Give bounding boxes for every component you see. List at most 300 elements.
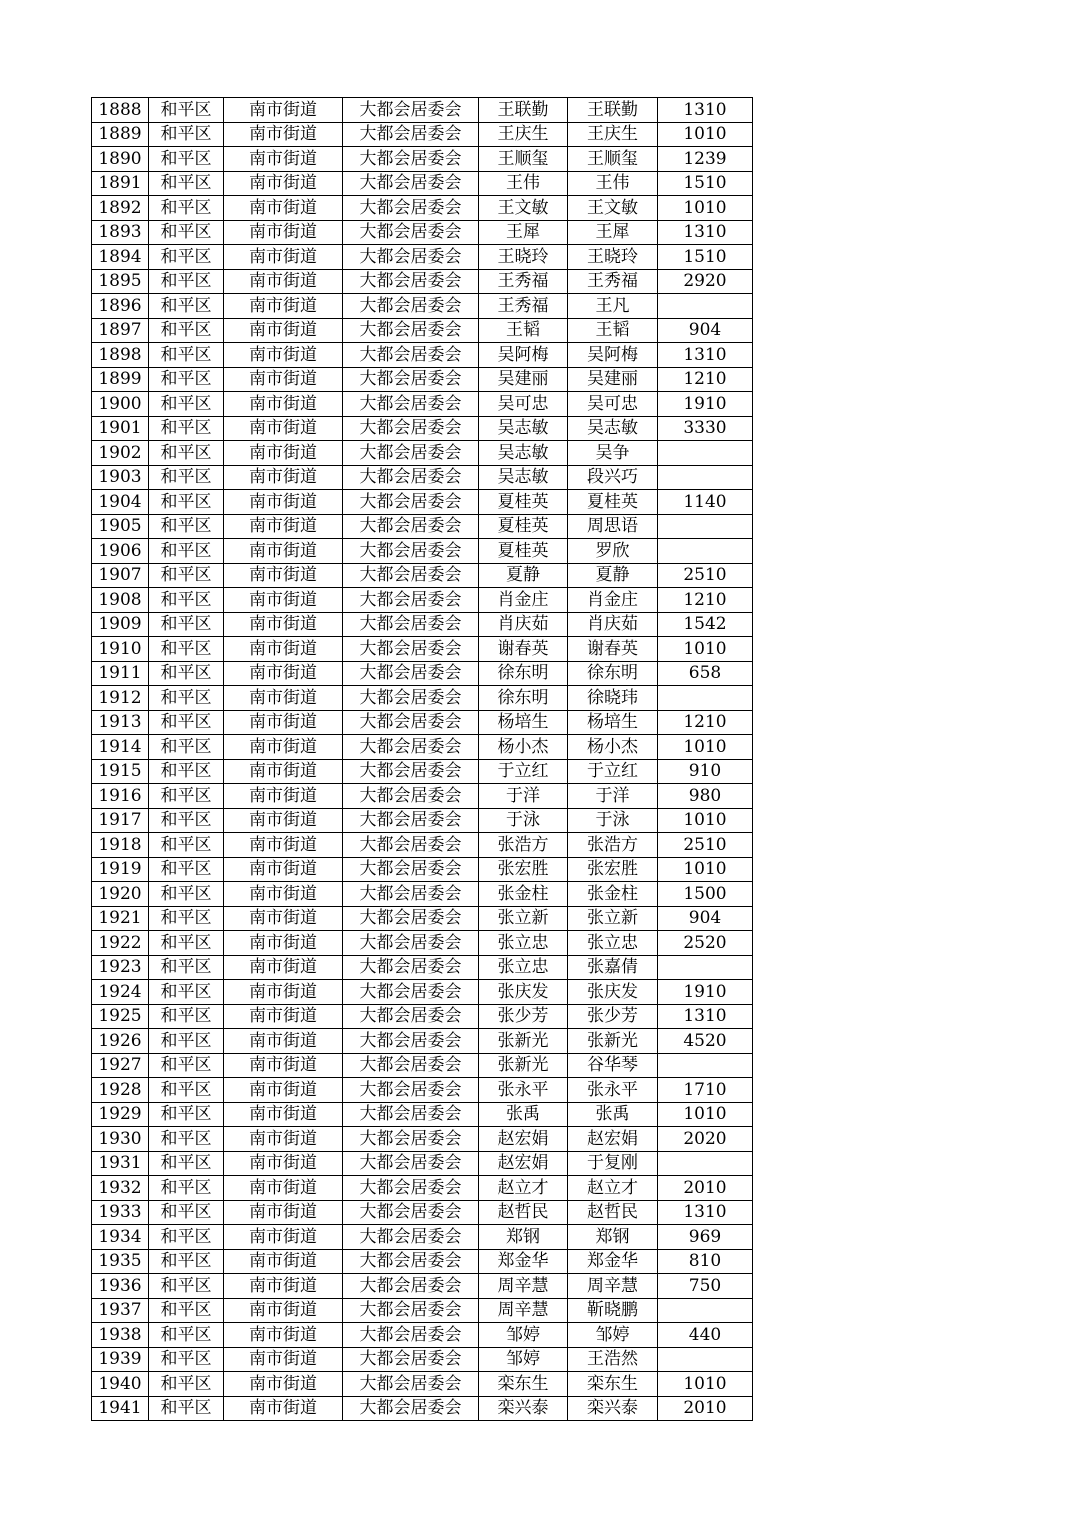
- household-head-cell: 邹婷: [479, 1347, 568, 1372]
- amount-cell: 3330: [658, 416, 753, 441]
- amount-cell: 1910: [658, 392, 753, 417]
- district-cell: 和平区: [149, 1176, 224, 1201]
- community-cell: 大都会居委会: [343, 1323, 479, 1348]
- street-cell: 南市街道: [224, 1078, 343, 1103]
- household-head-cell: 吴志敏: [479, 441, 568, 466]
- street-cell: 南市街道: [224, 441, 343, 466]
- household-head-cell: 周辛慧: [479, 1298, 568, 1323]
- amount-cell: 1010: [658, 122, 753, 147]
- amount-cell: 1010: [658, 1372, 753, 1397]
- street-cell: 南市街道: [224, 392, 343, 417]
- amount-cell: 1310: [658, 1004, 753, 1029]
- district-cell: 和平区: [149, 416, 224, 441]
- district-cell: 和平区: [149, 1078, 224, 1103]
- member-name-cell: 于洋: [568, 784, 658, 809]
- member-name-cell: 栾东生: [568, 1372, 658, 1397]
- district-cell: 和平区: [149, 1225, 224, 1250]
- table-row: [92, 955, 753, 980]
- member-name-cell: 于泳: [568, 808, 658, 833]
- table-row: [92, 147, 753, 172]
- table-row: [92, 808, 753, 833]
- row-number: 1895: [92, 269, 149, 294]
- amount-cell: 2510: [658, 833, 753, 858]
- amount-cell: 750: [658, 1274, 753, 1299]
- amount-cell: 1510: [658, 171, 753, 196]
- household-head-cell: 张浩方: [479, 833, 568, 858]
- community-cell: 大都会居委会: [343, 612, 479, 637]
- street-cell: 南市街道: [224, 955, 343, 980]
- table-row: [92, 661, 753, 686]
- street-cell: 南市街道: [224, 98, 343, 123]
- community-cell: 大都会居委会: [343, 416, 479, 441]
- row-number: 1914: [92, 735, 149, 760]
- household-head-cell: 王伟: [479, 171, 568, 196]
- amount-cell: 1910: [658, 980, 753, 1005]
- table-row: [92, 441, 753, 466]
- street-cell: 南市街道: [224, 563, 343, 588]
- district-cell: 和平区: [149, 1372, 224, 1397]
- member-name-cell: 张庆发: [568, 980, 658, 1005]
- district-cell: 和平区: [149, 637, 224, 662]
- row-number: 1913: [92, 710, 149, 735]
- district-cell: 和平区: [149, 1274, 224, 1299]
- table-row: [92, 686, 753, 711]
- household-head-cell: 杨小杰: [479, 735, 568, 760]
- street-cell: 南市街道: [224, 833, 343, 858]
- community-cell: 大都会居委会: [343, 171, 479, 196]
- row-number: 1920: [92, 882, 149, 907]
- household-head-cell: 于洋: [479, 784, 568, 809]
- member-name-cell: 王秀福: [568, 269, 658, 294]
- community-cell: 大都会居委会: [343, 245, 479, 270]
- district-cell: 和平区: [149, 735, 224, 760]
- street-cell: 南市街道: [224, 857, 343, 882]
- row-number: 1894: [92, 245, 149, 270]
- street-cell: 南市街道: [224, 710, 343, 735]
- row-number: 1930: [92, 1127, 149, 1152]
- district-cell: 和平区: [149, 1298, 224, 1323]
- amount-cell: 1710: [658, 1078, 753, 1103]
- district-cell: 和平区: [149, 1127, 224, 1152]
- member-name-cell: 徐东明: [568, 661, 658, 686]
- amount-cell: 1239: [658, 147, 753, 172]
- table-row: [92, 1029, 753, 1054]
- street-cell: 南市街道: [224, 1200, 343, 1225]
- district-cell: 和平区: [149, 906, 224, 931]
- street-cell: 南市街道: [224, 1396, 343, 1421]
- household-head-cell: 徐东明: [479, 661, 568, 686]
- street-cell: 南市街道: [224, 147, 343, 172]
- row-number: 1921: [92, 906, 149, 931]
- amount-cell: 1310: [658, 1200, 753, 1225]
- member-name-cell: 张宏胜: [568, 857, 658, 882]
- household-head-cell: 王秀福: [479, 294, 568, 319]
- district-cell: 和平区: [149, 1004, 224, 1029]
- member-name-cell: 谢春英: [568, 637, 658, 662]
- district-cell: 和平区: [149, 367, 224, 392]
- community-cell: 大都会居委会: [343, 759, 479, 784]
- row-number: 1909: [92, 612, 149, 637]
- row-number: 1934: [92, 1225, 149, 1250]
- member-name-cell: 吴争: [568, 441, 658, 466]
- district-cell: 和平区: [149, 980, 224, 1005]
- household-head-cell: 肖庆茹: [479, 612, 568, 637]
- table-row: [92, 196, 753, 221]
- household-head-cell: 郑钢: [479, 1225, 568, 1250]
- household-head-cell: 肖金庄: [479, 588, 568, 613]
- district-cell: 和平区: [149, 539, 224, 564]
- table-row: [92, 343, 753, 368]
- amount-cell: [658, 686, 753, 711]
- street-cell: 南市街道: [224, 931, 343, 956]
- table-row: [92, 833, 753, 858]
- member-name-cell: 吴建丽: [568, 367, 658, 392]
- row-number: 1926: [92, 1029, 149, 1054]
- district-cell: 和平区: [149, 759, 224, 784]
- street-cell: 南市街道: [224, 490, 343, 515]
- district-cell: 和平区: [149, 882, 224, 907]
- amount-cell: 2920: [658, 269, 753, 294]
- row-number: 1940: [92, 1372, 149, 1397]
- row-number: 1898: [92, 343, 149, 368]
- member-name-cell: 罗欣: [568, 539, 658, 564]
- household-head-cell: 栾兴泰: [479, 1396, 568, 1421]
- district-cell: 和平区: [149, 1347, 224, 1372]
- amount-cell: [658, 539, 753, 564]
- table-row: [92, 294, 753, 319]
- district-cell: 和平区: [149, 122, 224, 147]
- member-name-cell: 赵哲民: [568, 1200, 658, 1225]
- records-sheet: [91, 97, 753, 1421]
- table-row: [92, 1078, 753, 1103]
- row-number: 1891: [92, 171, 149, 196]
- amount-cell: [658, 955, 753, 980]
- table-row: [92, 906, 753, 931]
- community-cell: 大都会居委会: [343, 1053, 479, 1078]
- amount-cell: [658, 465, 753, 490]
- member-name-cell: 张金柱: [568, 882, 658, 907]
- community-cell: 大都会居委会: [343, 122, 479, 147]
- community-cell: 大都会居委会: [343, 710, 479, 735]
- district-cell: 和平区: [149, 686, 224, 711]
- table-row: [92, 1151, 753, 1176]
- community-cell: 大都会居委会: [343, 1176, 479, 1201]
- district-cell: 和平区: [149, 612, 224, 637]
- member-name-cell: 王文敏: [568, 196, 658, 221]
- row-number: 1927: [92, 1053, 149, 1078]
- member-name-cell: 张禹: [568, 1102, 658, 1127]
- table-row: [92, 1274, 753, 1299]
- street-cell: 南市街道: [224, 1053, 343, 1078]
- district-cell: 和平区: [149, 196, 224, 221]
- amount-cell: 969: [658, 1225, 753, 1250]
- table-row: [92, 735, 753, 760]
- amount-cell: 1510: [658, 245, 753, 270]
- household-head-cell: 赵立才: [479, 1176, 568, 1201]
- household-head-cell: 于立红: [479, 759, 568, 784]
- amount-cell: [658, 441, 753, 466]
- household-head-cell: 张少芳: [479, 1004, 568, 1029]
- member-name-cell: 王韬: [568, 318, 658, 343]
- street-cell: 南市街道: [224, 245, 343, 270]
- amount-cell: 1010: [658, 1102, 753, 1127]
- row-number: 1932: [92, 1176, 149, 1201]
- household-head-cell: 于泳: [479, 808, 568, 833]
- district-cell: 和平区: [149, 441, 224, 466]
- row-number: 1924: [92, 980, 149, 1005]
- table-row: [92, 710, 753, 735]
- street-cell: 南市街道: [224, 588, 343, 613]
- district-cell: 和平区: [149, 392, 224, 417]
- row-number: 1903: [92, 465, 149, 490]
- district-cell: 和平区: [149, 514, 224, 539]
- community-cell: 大都会居委会: [343, 1200, 479, 1225]
- row-number: 1933: [92, 1200, 149, 1225]
- district-cell: 和平区: [149, 1200, 224, 1225]
- amount-cell: 1310: [658, 220, 753, 245]
- amount-cell: 910: [658, 759, 753, 784]
- amount-cell: 1542: [658, 612, 753, 637]
- household-head-cell: 徐东明: [479, 686, 568, 711]
- district-cell: 和平区: [149, 294, 224, 319]
- street-cell: 南市街道: [224, 637, 343, 662]
- member-name-cell: 邹婷: [568, 1323, 658, 1348]
- community-cell: 大都会居委会: [343, 1004, 479, 1029]
- table-row: [92, 1176, 753, 1201]
- amount-cell: 980: [658, 784, 753, 809]
- household-head-cell: 张永平: [479, 1078, 568, 1103]
- table-row: [92, 612, 753, 637]
- member-name-cell: 栾兴泰: [568, 1396, 658, 1421]
- street-cell: 南市街道: [224, 1225, 343, 1250]
- street-cell: 南市街道: [224, 122, 343, 147]
- member-name-cell: 赵立才: [568, 1176, 658, 1201]
- row-number: 1916: [92, 784, 149, 809]
- community-cell: 大都会居委会: [343, 441, 479, 466]
- district-cell: 和平区: [149, 98, 224, 123]
- table-row: [92, 98, 753, 123]
- member-name-cell: 夏静: [568, 563, 658, 588]
- table-row: [92, 1004, 753, 1029]
- table-row: [92, 931, 753, 956]
- table-row: [92, 318, 753, 343]
- row-number: 1929: [92, 1102, 149, 1127]
- row-number: 1890: [92, 147, 149, 172]
- amount-cell: 904: [658, 906, 753, 931]
- amount-cell: 1310: [658, 98, 753, 123]
- community-cell: 大都会居委会: [343, 735, 479, 760]
- amount-cell: [658, 1151, 753, 1176]
- community-cell: 大都会居委会: [343, 1249, 479, 1274]
- street-cell: 南市街道: [224, 343, 343, 368]
- member-name-cell: 吴可忠: [568, 392, 658, 417]
- row-number: 1915: [92, 759, 149, 784]
- table-row: [92, 1127, 753, 1152]
- household-head-cell: 王顺玺: [479, 147, 568, 172]
- table-row: [92, 269, 753, 294]
- table-row: [92, 1200, 753, 1225]
- household-head-cell: 王晓玲: [479, 245, 568, 270]
- table-row: [92, 980, 753, 1005]
- household-head-cell: 赵宏娟: [479, 1127, 568, 1152]
- table-row: [92, 588, 753, 613]
- street-cell: 南市街道: [224, 882, 343, 907]
- street-cell: 南市街道: [224, 906, 343, 931]
- street-cell: 南市街道: [224, 1151, 343, 1176]
- row-number: 1937: [92, 1298, 149, 1323]
- street-cell: 南市街道: [224, 171, 343, 196]
- amount-cell: 1310: [658, 343, 753, 368]
- row-number: 1938: [92, 1323, 149, 1348]
- row-number: 1892: [92, 196, 149, 221]
- household-head-cell: 王庆生: [479, 122, 568, 147]
- amount-cell: 810: [658, 1249, 753, 1274]
- street-cell: 南市街道: [224, 269, 343, 294]
- row-number: 1908: [92, 588, 149, 613]
- amount-cell: 1210: [658, 710, 753, 735]
- street-cell: 南市街道: [224, 465, 343, 490]
- row-number: 1918: [92, 833, 149, 858]
- household-head-cell: 王韬: [479, 318, 568, 343]
- household-head-cell: 张新光: [479, 1053, 568, 1078]
- row-number: 1928: [92, 1078, 149, 1103]
- records-table: [91, 97, 753, 1421]
- district-cell: 和平区: [149, 318, 224, 343]
- household-head-cell: 吴志敏: [479, 465, 568, 490]
- row-number: 1911: [92, 661, 149, 686]
- community-cell: 大都会居委会: [343, 367, 479, 392]
- member-name-cell: 谷华琴: [568, 1053, 658, 1078]
- table-row: [92, 416, 753, 441]
- row-number: 1939: [92, 1347, 149, 1372]
- household-head-cell: 张禹: [479, 1102, 568, 1127]
- street-cell: 南市街道: [224, 416, 343, 441]
- member-name-cell: 张浩方: [568, 833, 658, 858]
- table-row: [92, 171, 753, 196]
- street-cell: 南市街道: [224, 1298, 343, 1323]
- community-cell: 大都会居委会: [343, 1102, 479, 1127]
- household-head-cell: 杨培生: [479, 710, 568, 735]
- member-name-cell: 靳晓鹏: [568, 1298, 658, 1323]
- district-cell: 和平区: [149, 588, 224, 613]
- member-name-cell: 王凡: [568, 294, 658, 319]
- row-number: 1889: [92, 122, 149, 147]
- row-number: 1931: [92, 1151, 149, 1176]
- community-cell: 大都会居委会: [343, 833, 479, 858]
- district-cell: 和平区: [149, 1029, 224, 1054]
- household-head-cell: 栾东生: [479, 1372, 568, 1397]
- row-number: 1917: [92, 808, 149, 833]
- community-cell: 大都会居委会: [343, 808, 479, 833]
- amount-cell: 440: [658, 1323, 753, 1348]
- district-cell: 和平区: [149, 1151, 224, 1176]
- member-name-cell: 郑钢: [568, 1225, 658, 1250]
- table-row: [92, 1249, 753, 1274]
- table-row: [92, 759, 753, 784]
- table-row: [92, 784, 753, 809]
- district-cell: 和平区: [149, 710, 224, 735]
- community-cell: 大都会居委会: [343, 514, 479, 539]
- street-cell: 南市街道: [224, 367, 343, 392]
- community-cell: 大都会居委会: [343, 980, 479, 1005]
- community-cell: 大都会居委会: [343, 392, 479, 417]
- member-name-cell: 杨小杰: [568, 735, 658, 760]
- table-row: [92, 563, 753, 588]
- member-name-cell: 张少芳: [568, 1004, 658, 1029]
- district-cell: 和平区: [149, 490, 224, 515]
- table-row: [92, 882, 753, 907]
- member-name-cell: 吴志敏: [568, 416, 658, 441]
- household-head-cell: 夏桂英: [479, 539, 568, 564]
- row-number: 1912: [92, 686, 149, 711]
- community-cell: 大都会居委会: [343, 343, 479, 368]
- member-name-cell: 王晓玲: [568, 245, 658, 270]
- household-head-cell: 吴可忠: [479, 392, 568, 417]
- district-cell: 和平区: [149, 465, 224, 490]
- community-cell: 大都会居委会: [343, 1396, 479, 1421]
- amount-cell: [658, 294, 753, 319]
- district-cell: 和平区: [149, 171, 224, 196]
- row-number: 1888: [92, 98, 149, 123]
- community-cell: 大都会居委会: [343, 931, 479, 956]
- table-row: [92, 1372, 753, 1397]
- row-number: 1941: [92, 1396, 149, 1421]
- amount-cell: [658, 1053, 753, 1078]
- street-cell: 南市街道: [224, 220, 343, 245]
- amount-cell: 2010: [658, 1176, 753, 1201]
- street-cell: 南市街道: [224, 1029, 343, 1054]
- member-name-cell: 段兴巧: [568, 465, 658, 490]
- street-cell: 南市街道: [224, 1323, 343, 1348]
- community-cell: 大都会居委会: [343, 1151, 479, 1176]
- amount-cell: 1140: [658, 490, 753, 515]
- district-cell: 和平区: [149, 245, 224, 270]
- member-name-cell: 张新光: [568, 1029, 658, 1054]
- community-cell: 大都会居委会: [343, 196, 479, 221]
- district-cell: 和平区: [149, 833, 224, 858]
- household-head-cell: 王犀: [479, 220, 568, 245]
- district-cell: 和平区: [149, 857, 224, 882]
- community-cell: 大都会居委会: [343, 1298, 479, 1323]
- district-cell: 和平区: [149, 955, 224, 980]
- community-cell: 大都会居委会: [343, 490, 479, 515]
- row-number: 1905: [92, 514, 149, 539]
- street-cell: 南市街道: [224, 196, 343, 221]
- member-name-cell: 张立新: [568, 906, 658, 931]
- community-cell: 大都会居委会: [343, 1029, 479, 1054]
- member-name-cell: 肖金庄: [568, 588, 658, 613]
- district-cell: 和平区: [149, 343, 224, 368]
- table-row: [92, 1347, 753, 1372]
- household-head-cell: 张庆发: [479, 980, 568, 1005]
- row-number: 1899: [92, 367, 149, 392]
- amount-cell: [658, 514, 753, 539]
- district-cell: 和平区: [149, 220, 224, 245]
- street-cell: 南市街道: [224, 1176, 343, 1201]
- member-name-cell: 王联勤: [568, 98, 658, 123]
- street-cell: 南市街道: [224, 514, 343, 539]
- amount-cell: 1210: [658, 588, 753, 613]
- table-row: [92, 539, 753, 564]
- member-name-cell: 周辛慧: [568, 1274, 658, 1299]
- amount-cell: 2010: [658, 1396, 753, 1421]
- member-name-cell: 肖庆茹: [568, 612, 658, 637]
- household-head-cell: 王联勤: [479, 98, 568, 123]
- amount-cell: 1010: [658, 808, 753, 833]
- table-row: [92, 637, 753, 662]
- table-row: [92, 490, 753, 515]
- member-name-cell: 周思语: [568, 514, 658, 539]
